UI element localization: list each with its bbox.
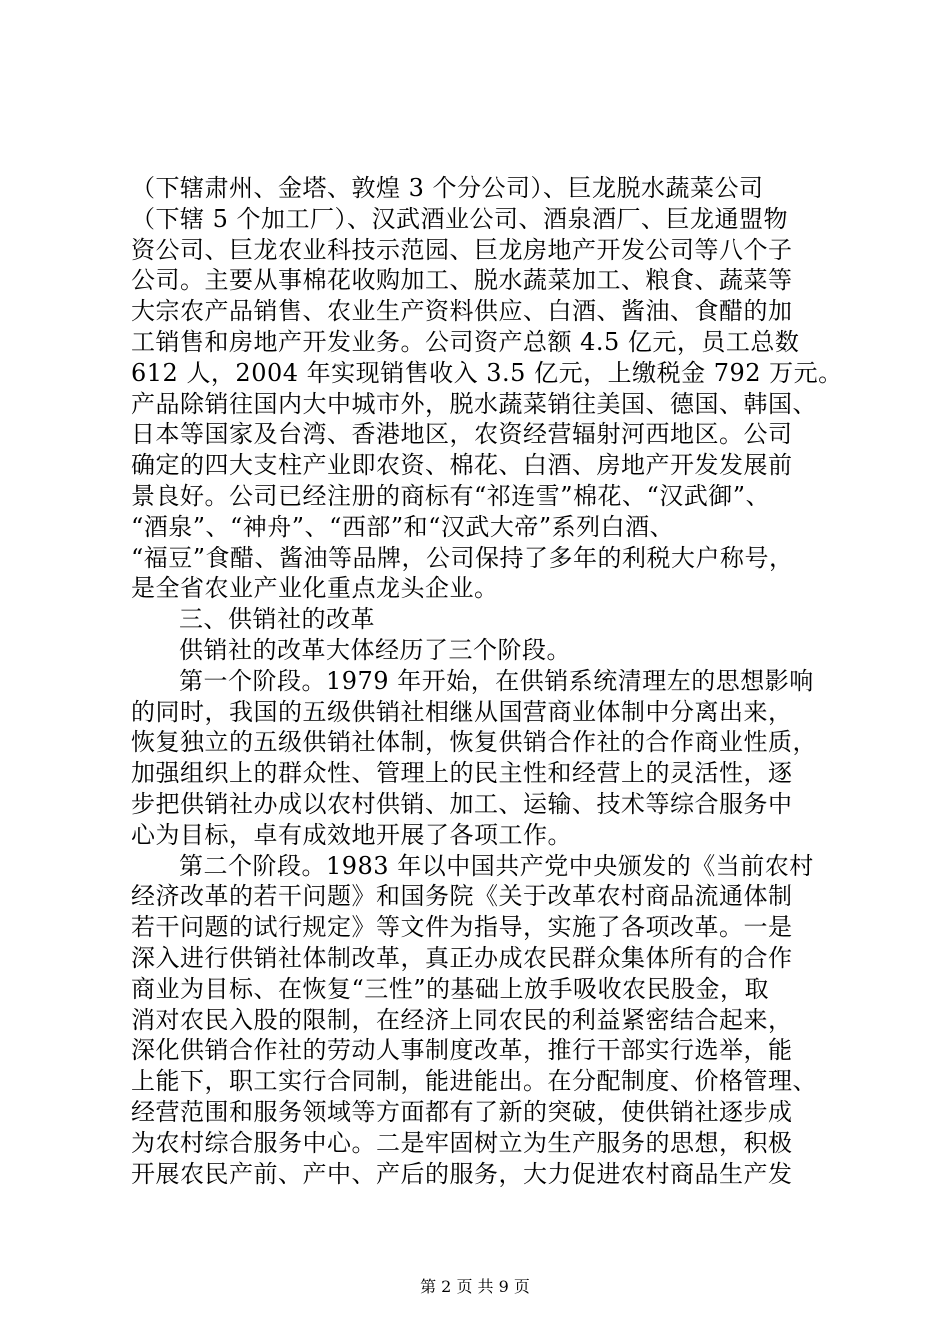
text-line: 供销社的改革大体经历了三个阶段。 [179, 635, 571, 664]
text-line: （下辖 5 个加工厂）、汉武酒业公司、酒泉酒厂、巨龙通盟物 [131, 204, 789, 233]
text-line: “酒泉”、“神舟”、“西部”和“汉武大帝”系列白酒、 [131, 512, 675, 541]
text-line: 大宗农产品销售、农业生产资料供应、白酒、酱油、食醋的加 [131, 297, 793, 326]
text-line: 经营范围和服务领域等方面都有了新的突破，使供销社逐步成 [131, 1097, 793, 1126]
text-line: 步把供销社办成以农村供销、加工、运输、技术等综合服务中 [131, 789, 793, 818]
text-line: 为农村综合服务中心。二是牢固树立为生产服务的思想，积极 [131, 1128, 793, 1157]
text-line: 是全省农业产业化重点龙头企业。 [131, 574, 499, 603]
document-body [131, 173, 843, 1189]
text-line: （下辖肃州、金塔、敦煌 3 个分公司）、巨龙脱水蔬菜公司 [131, 174, 764, 202]
text-line: 资公司、巨龙农业科技示范园、巨龙房地产开发公司等八个子 [131, 235, 793, 264]
text-line: 开展农民产前、产中、产后的服务，大力促进农村商品生产发 [131, 1159, 793, 1188]
text-line: 的同时，我国的五级供销社相继从国营商业体制中分离出来， [131, 697, 793, 726]
text-line: 第一个阶段。1979 年开始，在供销系统清理左的思想影响 [179, 666, 814, 695]
text-line: 上能下，职工实行合同制，能进能出。在分配制度、价格管理、 [131, 1067, 817, 1096]
text-line: 日本等国家及台湾、香港地区，农资经营辐射河西地区。公司 [131, 420, 793, 449]
text-line: 景良好。公司已经注册的商标有“祁连雪”棉花、“汉武御”、 [131, 481, 771, 510]
text-line: 消对农民入股的限制，在经济上同农民的利益紧密结合起来， [131, 1005, 793, 1034]
text-line: 第二个阶段。1983 年以中国共产党中央颁发的《当前农村 [179, 851, 814, 880]
text-line: 恢复独立的五级供销社体制，恢复供销合作社的合作商业性质， [131, 728, 817, 757]
text-line: 工销售和房地产开发业务。公司资产总额 4.5 亿元，员工总数 [131, 327, 800, 356]
text-line: 心为目标，卓有成效地开展了各项工作。 [131, 820, 572, 849]
page-footer: 第 2 页 共 9 页 [420, 1277, 530, 1296]
text-line: 深化供销合作社的劳动人事制度改革，推行干部实行选举，能 [131, 1036, 793, 1065]
text-line: 确定的四大支柱产业即农资、棉花、白酒、房地产开发发展前 [131, 451, 793, 480]
text-line: 若干问题的试行规定》等文件为指导，实施了各项改革。一是 [131, 913, 793, 942]
text-line: 商业为目标、在恢复“三性”的基础上放手吸收农民股金，取 [131, 974, 770, 1003]
text-line: 深入进行供销社体制改革，真正办成农民群众集体所有的合作 [131, 943, 793, 972]
text-line: 经济改革的若干问题》和国务院《关于改革农村商品流通体制 [131, 882, 793, 911]
section-heading: 三、供销社的改革 [179, 605, 375, 634]
text-line: “福豆”食醋、酱油等品牌，公司保持了多年的利税大户称号， [131, 543, 794, 572]
text-line: 612 人，2004 年实现销售收入 3.5 亿元，上缴税金 792 万元。 [131, 358, 843, 387]
text-line: 加强组织上的群众性、管理上的民主性和经营上的灵活性，逐 [131, 759, 793, 788]
text-line: 公司。主要从事棉花收购加工、脱水蔬菜加工、粮食、蔬菜等 [131, 266, 793, 295]
text-line: 产品除销往国内大中城市外，脱水蔬菜销往美国、德国、韩国、 [131, 389, 817, 418]
